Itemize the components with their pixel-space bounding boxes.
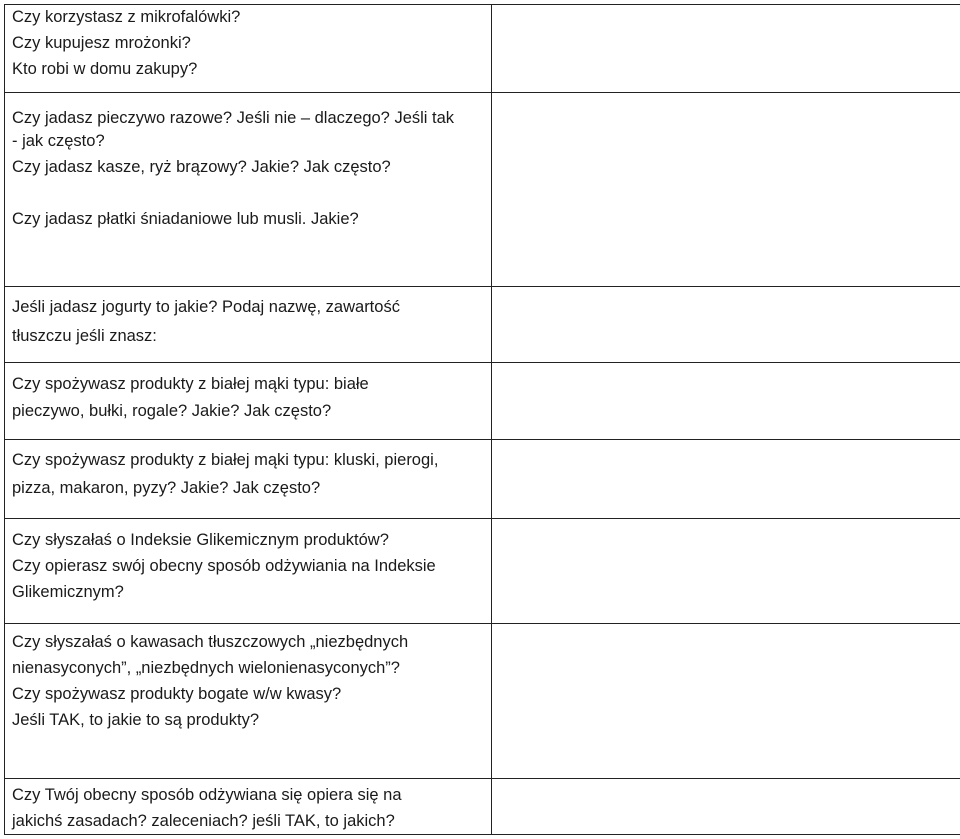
question-text: Glikemicznym? <box>12 583 124 601</box>
question-text: Czy spożywasz produkty z białej mąki typu: kluski, pierogi, <box>12 451 439 469</box>
survey-row <box>5 779 960 835</box>
answer-cell[interactable] <box>492 93 960 287</box>
answer-cell[interactable] <box>492 440 960 519</box>
survey-row <box>5 624 960 779</box>
question-text: pizza, makaron, pyzy? Jakie? Jak często? <box>12 479 321 497</box>
question-cell <box>5 5 492 93</box>
survey-row <box>5 363 960 440</box>
question-text: pieczywo, bułki, rogale? Jakie? Jak często? <box>12 402 332 420</box>
question-text: Jeśli TAK, to jakie to są produkty? <box>12 711 260 729</box>
survey-row <box>5 440 960 519</box>
question-text: Czy spożywasz produkty z białej mąki typu: białe <box>12 375 369 393</box>
question-text: jakichś zasadach? zaleceniach? jeśli TAK, to jakich? <box>12 812 395 830</box>
survey-row <box>5 287 960 363</box>
question-text: Czy Twój obecny sposób odżywiana się opiera się na <box>12 786 402 804</box>
question-cell <box>5 440 492 519</box>
question-cell <box>5 93 492 287</box>
answer-cell[interactable] <box>492 363 960 440</box>
survey-table <box>4 4 960 835</box>
question-cell <box>5 779 492 835</box>
question-text: Czy jadasz pieczywo razowe? Jeśli nie – dlaczego? Jeśli tak <box>12 109 455 127</box>
question-text: Czy opierasz swój obecny sposób odżywiania na Indeksie <box>12 557 436 575</box>
survey-row <box>5 93 960 287</box>
answer-cell[interactable] <box>492 287 960 363</box>
question-cell <box>5 363 492 440</box>
question-text: Kto robi w domu zakupy? <box>12 60 198 78</box>
question-cell <box>5 519 492 624</box>
question-text: tłuszczu jeśli znasz: <box>12 327 157 345</box>
question-text: Czy słyszałaś o kawasach tłuszczowych „niezbędnych <box>12 633 409 651</box>
question-text: nienasyconych”, „niezbędnych wielonienasyconych”? <box>12 659 400 677</box>
answer-cell[interactable] <box>492 5 960 93</box>
question-text: Czy jadasz kasze, ryż brązowy? Jakie? Jak często? <box>12 158 391 176</box>
question-text: Czy korzystasz z mikrofalówki? <box>12 8 241 26</box>
question-text: Czy kupujesz mrożonki? <box>12 34 191 52</box>
question-text: Czy spożywasz produkty bogate w/w kwasy? <box>12 685 342 703</box>
answer-cell[interactable] <box>492 519 960 624</box>
question-cell <box>5 287 492 363</box>
question-text: - jak często? <box>12 132 105 150</box>
question-text: Czy jadasz płatki śniadaniowe lub musli. Jakie? <box>12 210 359 228</box>
question-cell <box>5 624 492 779</box>
survey-row <box>5 5 960 93</box>
answer-cell[interactable] <box>492 779 960 835</box>
question-text: Czy słyszałaś o Indeksie Glikemicznym produktów? <box>12 531 389 549</box>
answer-cell[interactable] <box>492 624 960 779</box>
question-text: Jeśli jadasz jogurty to jakie? Podaj nazwę, zawartość <box>12 298 400 316</box>
survey-row <box>5 519 960 624</box>
